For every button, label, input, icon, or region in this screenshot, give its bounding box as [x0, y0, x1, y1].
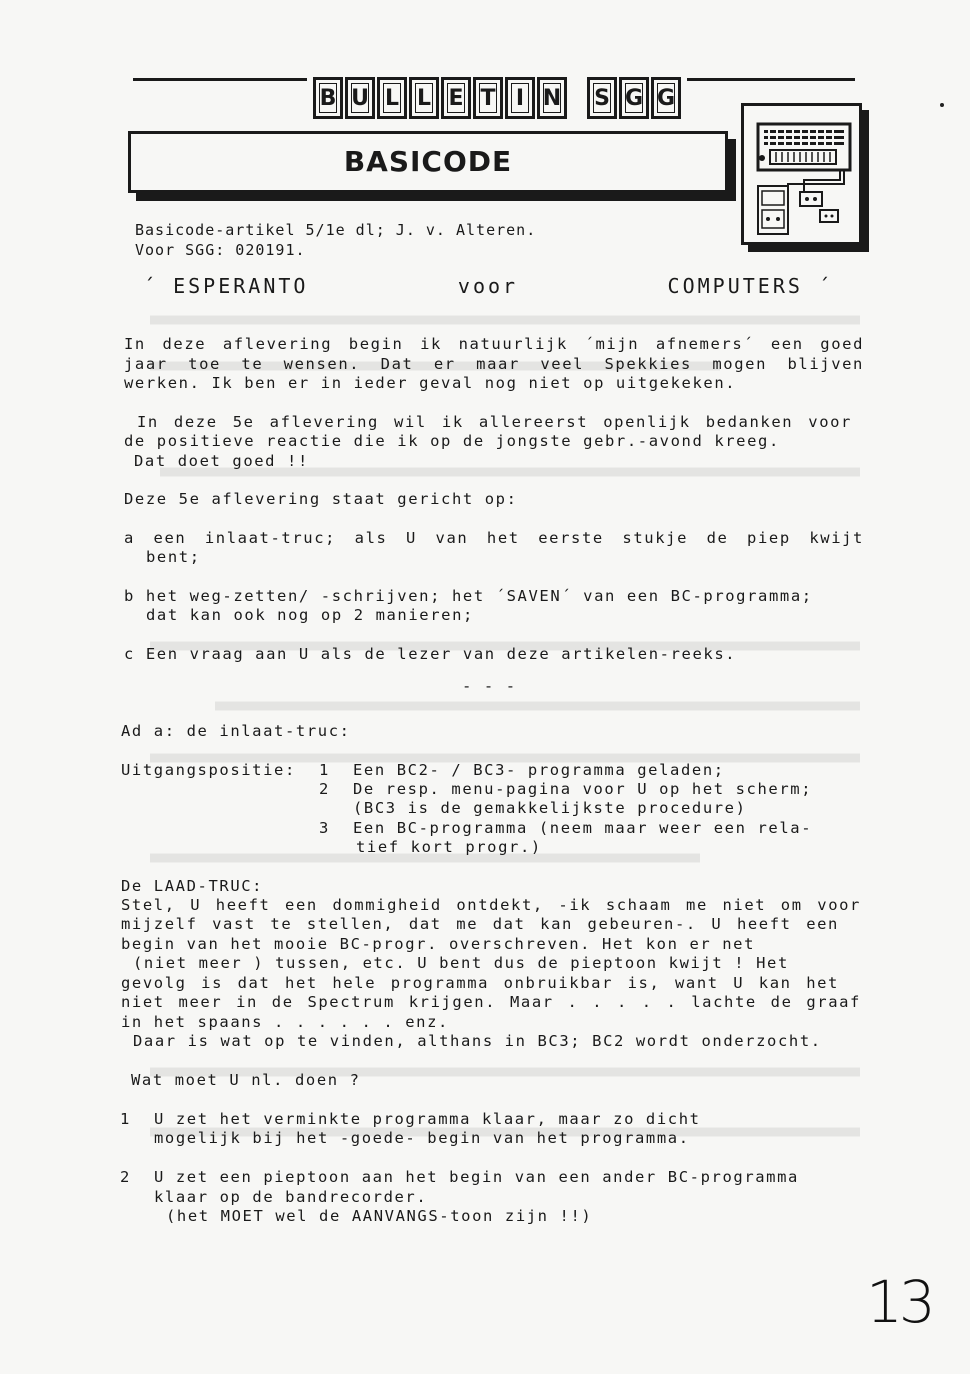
laad-truc-heading: De LAAD-TRUC:	[121, 877, 264, 895]
laad-line: gevolg is dat het hele programma onbruikbar is, want U kan het	[121, 974, 839, 992]
stray-mark	[940, 103, 944, 107]
title-letter: L	[377, 77, 407, 119]
laad-line: (niet meer ) tussen, etc. U bent dus de pieptoon kwijt ! Het	[133, 954, 789, 972]
step-text: (het MOET wel de AANVANGS-toon zijn !!)	[166, 1207, 593, 1225]
step-number: 1	[120, 1110, 131, 1128]
start-item-number: 1	[319, 761, 330, 779]
intro-line: In deze aflevering begin ik natuurlijk ´mijn afnemers´ een goed	[124, 335, 864, 353]
title-letter: E	[441, 77, 471, 119]
laad-line: Stel, U heeft een dommigheid ontdekt, -ik schaam me niet om voor	[121, 896, 861, 914]
article-headline	[143, 274, 833, 298]
question-line: Wat moet U nl. doen ?	[131, 1071, 361, 1089]
title-letter: B	[313, 77, 343, 119]
computer-icon	[744, 106, 859, 242]
start-item-number: 3	[319, 819, 330, 837]
list-item-b-cont: dat kan ook nog op 2 manieren;	[146, 606, 474, 624]
laad-line: begin van het mooie BC-progr. overschreven. Het kon er net	[121, 935, 756, 953]
focus-intro: Deze 5e aflevering staat gericht op:	[124, 490, 518, 508]
intro-line: werken. Ik ben er in ieder geval nog niet op uitgekeken.	[124, 374, 737, 392]
bulletin-sgg-title	[307, 77, 687, 117]
laad-line: niet meer in de Spectrum krijgen. Maar . . . . . lachte de graaf	[121, 993, 861, 1011]
step-text: klaar op de bandrecorder.	[154, 1188, 428, 1206]
step-text: mogelijk bij het -goede- begin van het programma.	[154, 1129, 690, 1147]
step-text: U zet het verminkte programma klaar, maar zo dicht	[154, 1110, 701, 1128]
laad-line: Daar is wat op te vinden, althans in BC3; BC2 wordt onderzocht.	[133, 1032, 822, 1050]
list-item-a: a een inlaat-truc; als U van het eerste stukje de piep kwijt	[124, 529, 864, 547]
title-letter: L	[409, 77, 439, 119]
title-letter: U	[345, 77, 375, 119]
title-letter: N	[537, 77, 567, 119]
intro-line: jaar toe te wensen. Dat er maar veel Spekkies mogen blijven	[124, 355, 864, 373]
list-item-b: b het weg-zetten/ -schrijven; het ´SAVEN´ van een BC-programma;	[124, 587, 813, 605]
byline-date: Voor SGG: 020191.	[135, 241, 306, 259]
section-title-box	[128, 131, 728, 193]
paragraph-line: In deze 5e aflevering wil ik allereerst openlijk bedanken voor	[137, 413, 852, 431]
headline-word: ´ ESPERANTO	[143, 274, 309, 298]
page-number: 13	[866, 1268, 932, 1336]
headline-word: COMPUTERS ´	[667, 274, 833, 298]
laad-line: in het spaans . . . . . . enz.	[121, 1013, 449, 1031]
start-item-text: tief kort progr.)	[356, 838, 542, 856]
start-item-number: 2	[319, 780, 330, 798]
title-letter: I	[505, 77, 535, 119]
laad-line: mijzelf vast te stellen, dat me dat kan gebeuren-. U heeft een	[121, 915, 839, 933]
title-letter: G	[619, 77, 649, 119]
computer-illustration	[741, 103, 862, 245]
start-item-text: De resp. menu-pagina voor U op het scherm;	[353, 780, 813, 798]
title-letter: G	[651, 77, 681, 119]
start-item-text: (BC3 is de gemakkelijkste procedure)	[353, 799, 747, 817]
title-letter: T	[473, 77, 503, 119]
step-number: 2	[120, 1168, 131, 1186]
start-item-text: Een BC2- / BC3- programma geladen;	[353, 761, 725, 779]
title-letter: S	[587, 77, 617, 119]
headline-word: voor	[457, 274, 519, 298]
paragraph-line: Dat doet goed !!	[134, 452, 309, 470]
step-text: U zet een pieptoon aan het begin van een ander BC-programma	[154, 1168, 799, 1186]
byline-author: Basicode-artikel 5/1e dl; J. v. Alteren.	[135, 221, 537, 239]
start-item-text: Een BC-programma (neem maar weer een rela-	[353, 819, 813, 837]
list-item-c: c Een vraag aan U als de lezer van deze artikelen-reeks.	[124, 645, 737, 663]
list-item-a-cont: bent;	[146, 548, 201, 566]
separator: - - -	[462, 677, 517, 695]
paragraph-line: de positieve reactie die ik op de jongste gebr.-avond kreeg.	[124, 432, 780, 450]
section-title: BASICODE	[343, 145, 513, 178]
start-position-label: Uitgangspositie:	[121, 761, 296, 779]
byline	[135, 220, 536, 260]
subheading-ad-a: Ad a: de inlaat-truc:	[121, 722, 351, 740]
